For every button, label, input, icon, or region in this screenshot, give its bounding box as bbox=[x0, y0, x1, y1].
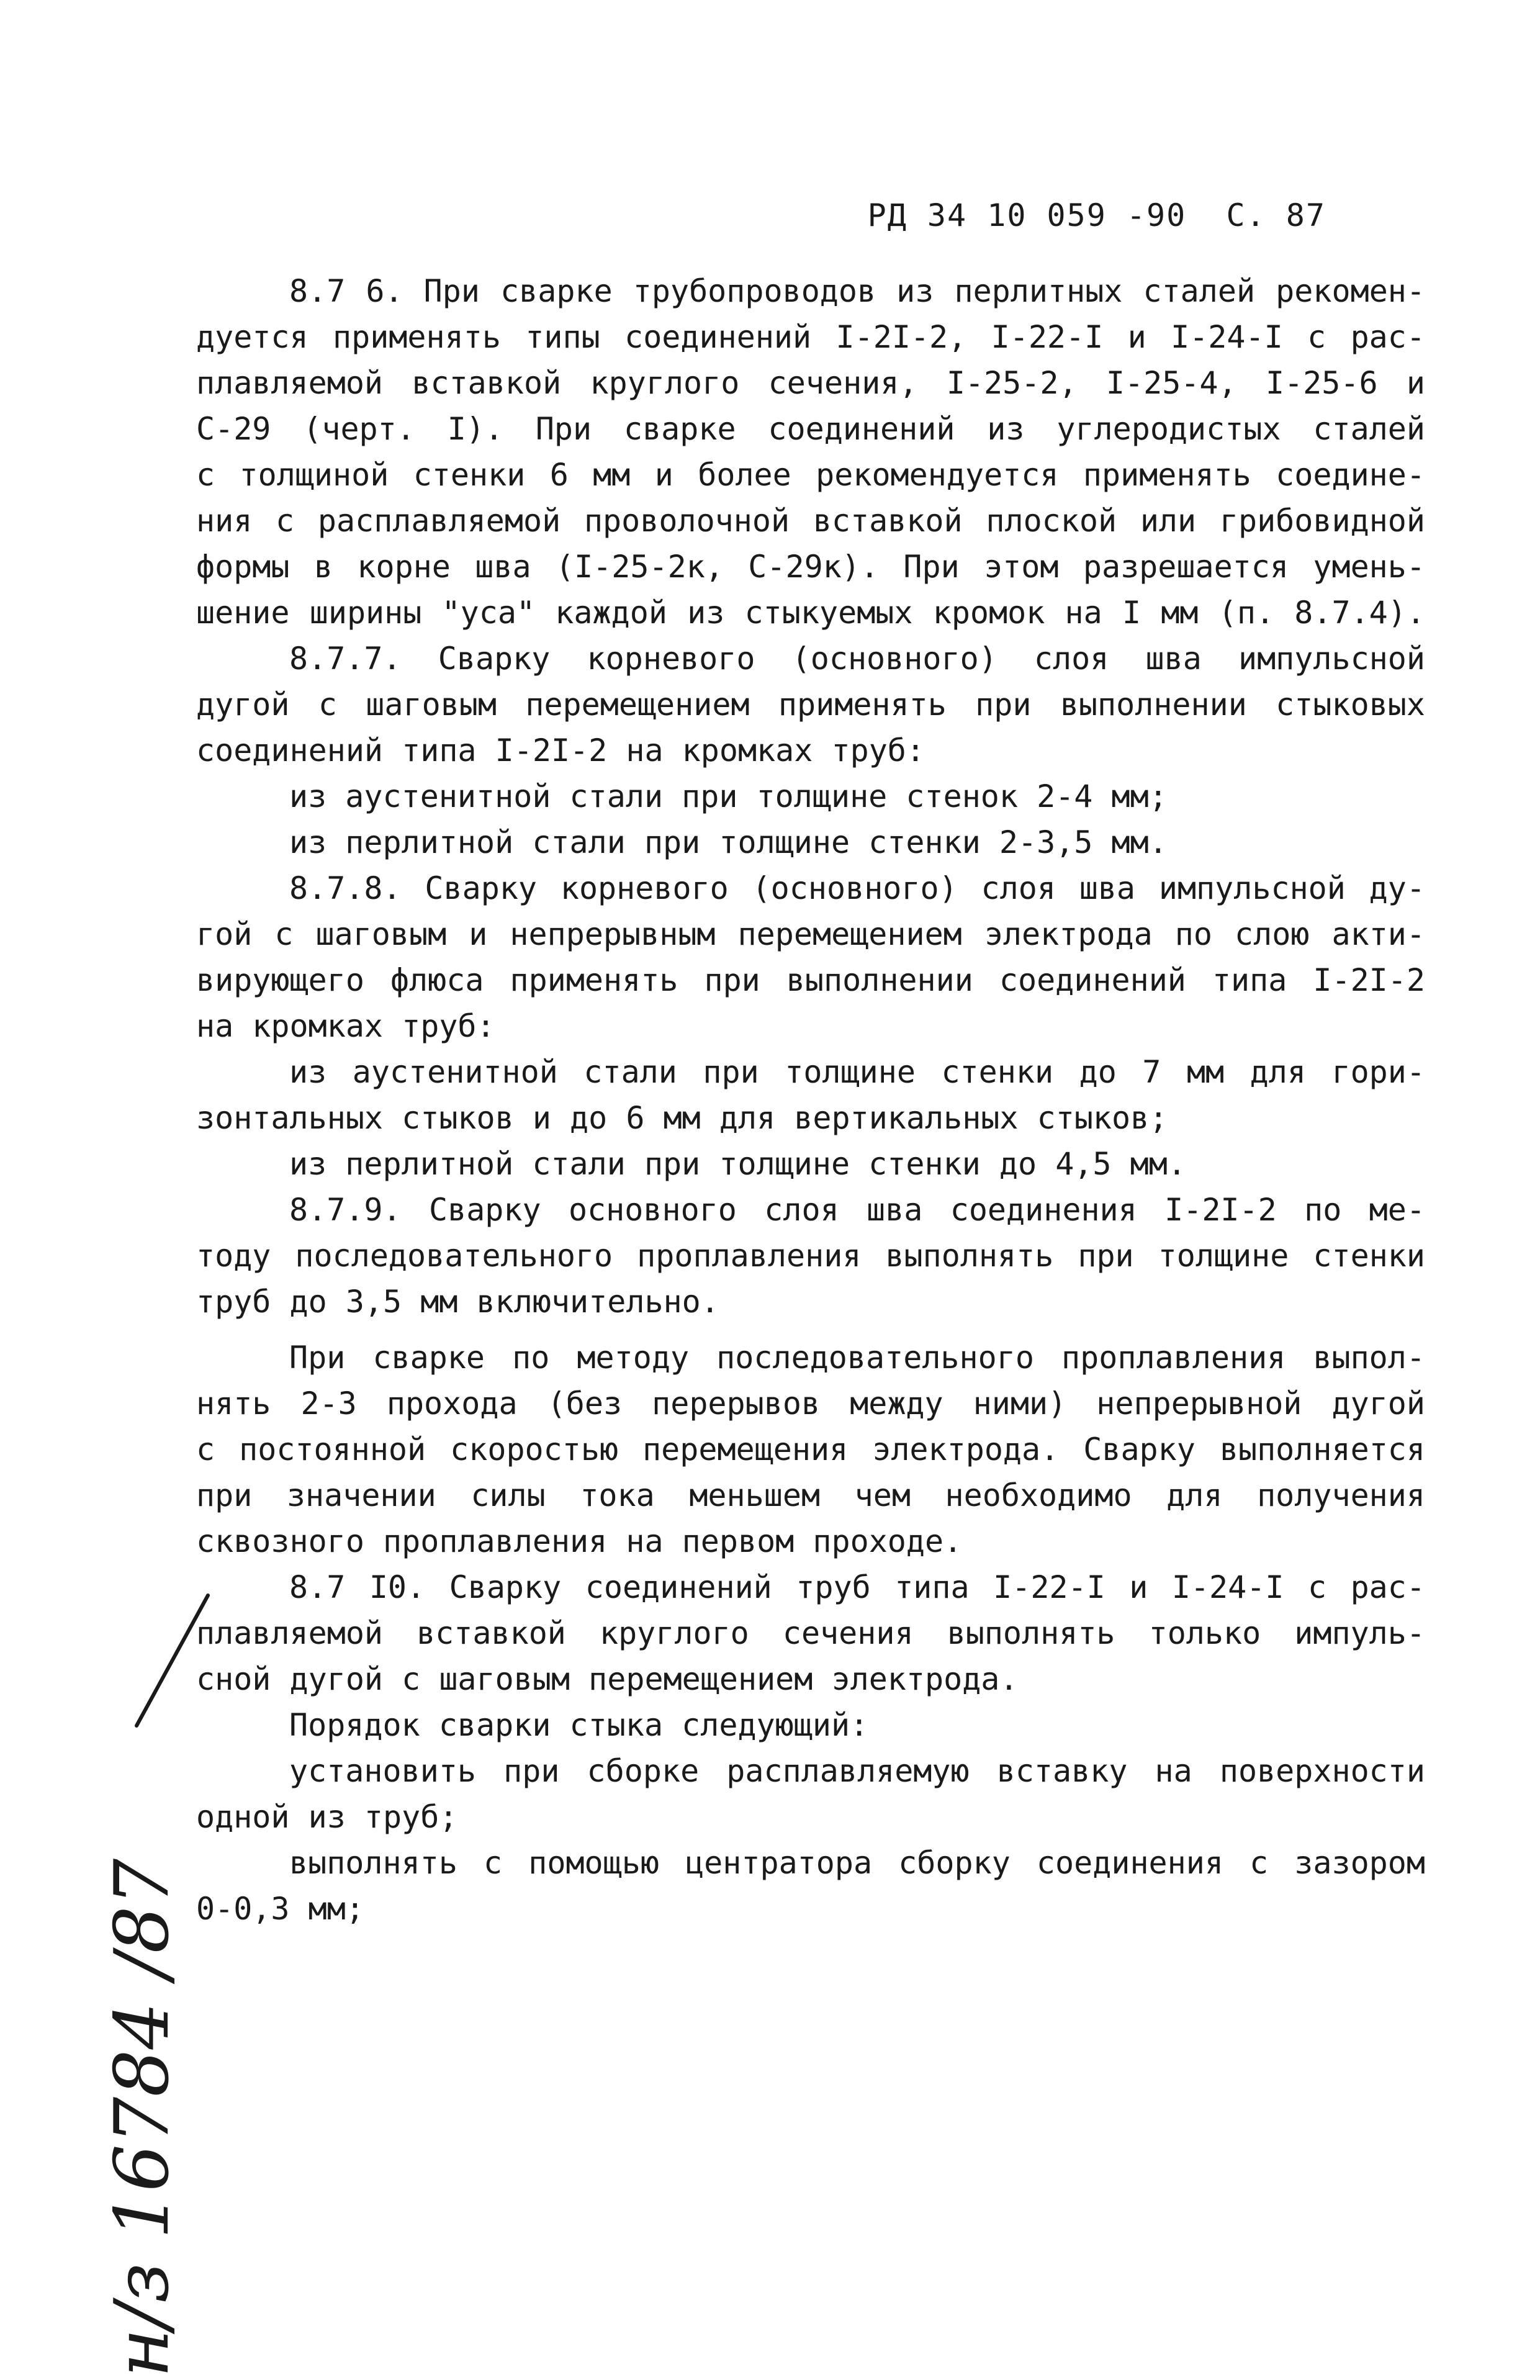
page-number: С. 87 bbox=[1226, 197, 1326, 233]
list-item: из перлитной стали при толщине стенки до 4,5 мм. bbox=[289, 1146, 1186, 1182]
paragraph-8-7-9-continued bbox=[196, 1335, 1425, 1564]
text-line: на кромках труб: bbox=[196, 1008, 495, 1044]
paragraph-8-7-6 bbox=[196, 268, 1425, 636]
document-body bbox=[196, 268, 1425, 1932]
paragraph-8-7-7 bbox=[196, 636, 1425, 865]
text-line: сной дугой с шаговым перемещением электрода. bbox=[196, 1661, 1019, 1697]
text-line: при значении силы тока меньшем чем необходимо для получения bbox=[196, 1477, 1425, 1513]
text-line: сквозного проплавления на первом проходе. bbox=[196, 1523, 963, 1559]
text-line: труб до 3,5 мм включительно. bbox=[196, 1284, 719, 1320]
list-item: зонтальных стыков и до 6 мм для вертикальных стыков; bbox=[196, 1100, 1168, 1136]
list-item: выполнять с помощью центратора сборку соединения с зазором bbox=[289, 1845, 1425, 1881]
list-item: установить при сборке расплавляемую вставку на поверхности bbox=[289, 1753, 1425, 1789]
text-line: При сварке по методу последовательного проплавления выпол- bbox=[289, 1340, 1425, 1376]
text-line: тоду последовательного проплавления выполнять при толщине стенки bbox=[196, 1238, 1425, 1274]
list-item: одной из труб; bbox=[196, 1799, 458, 1835]
handwritten-inventory-note bbox=[74, 1571, 223, 2378]
text-line: формы в корне шва (I-25-2к, С-29к). При этом разрешается умень- bbox=[196, 549, 1425, 585]
text-line: соединений типа I-2I-2 на кромках труб: bbox=[196, 732, 925, 769]
text-line: дугой с шаговым перемещением применять при выполнении стыковых bbox=[196, 687, 1425, 723]
handwritten-note-graphic bbox=[74, 1571, 223, 2378]
handwritten-text: н/з 16784 /87 bbox=[99, 1858, 186, 2378]
paragraph-8-7-10 bbox=[196, 1564, 1425, 1932]
text-line: Порядок сварки стыка следующий: bbox=[289, 1707, 869, 1743]
text-line: ния с расплавляемой проволочной вставкой плоской или грибовидной bbox=[196, 503, 1425, 539]
text-line: гой с шаговым и непрерывным перемещением электрода по слою акти- bbox=[196, 916, 1425, 952]
text-line: 8.7.7. Сварку корневого (основного) слоя шва импульсной bbox=[289, 641, 1425, 677]
list-item: 0-0,3 мм; bbox=[196, 1891, 364, 1927]
text-line: с постоянной скоростью перемещения электрода. Сварку выполняется bbox=[196, 1431, 1425, 1467]
slash-mark bbox=[137, 1595, 208, 1726]
text-line: плавляемой вставкой круглого сечения выполнять только импуль- bbox=[196, 1615, 1425, 1651]
text-line: 8.7 I0. Сварку соединений труб типа I-22-I и I-24-I с рас- bbox=[289, 1569, 1425, 1605]
list-item: из аустенитной стали при толщине стенок 2-4 мм; bbox=[289, 778, 1168, 814]
list-item: из аустенитной стали при толщине стенки до 7 мм для гори- bbox=[289, 1054, 1425, 1090]
text-line: шение ширины "уса" каждой из стыкуемых кромок на I мм (п. 8.7.4). bbox=[196, 595, 1425, 631]
paragraph-8-7-8 bbox=[196, 865, 1425, 1187]
text-line: 8.7.8. Сварку корневого (основного) слоя шва импульсной ду- bbox=[289, 870, 1425, 906]
text-line: плавляемой вставкой круглого сечения, I-25-2, I-25-4, I-25-6 и bbox=[196, 365, 1425, 401]
page-header bbox=[868, 197, 1326, 233]
text-line: 8.7 6. При сварке трубопроводов из перлитных сталей рекомен- bbox=[289, 273, 1425, 309]
text-line: 8.7.9. Сварку основного слоя шва соединения I-2I-2 по ме- bbox=[289, 1192, 1425, 1228]
paragraph-8-7-9 bbox=[196, 1187, 1425, 1325]
text-line: нять 2-3 прохода (без перерывов между ними) непрерывной дугой bbox=[196, 1386, 1425, 1422]
document-code: РД 34 10 059 -90 bbox=[867, 197, 1187, 233]
text-line: вирующего флюса применять при выполнении соединений типа I-2I-2 bbox=[196, 962, 1425, 998]
text-line: дуется применять типы соединений I-2I-2, I-22-I и I-24-I с рас- bbox=[196, 319, 1425, 355]
list-item: из перлитной стали при толщине стенки 2-3,5 мм. bbox=[289, 824, 1168, 860]
text-line: с толщиной стенки 6 мм и более рекомендуется применять соедине- bbox=[196, 457, 1425, 493]
text-line: С-29 (черт. I). При сварке соединений из углеродистых сталей bbox=[196, 411, 1425, 447]
